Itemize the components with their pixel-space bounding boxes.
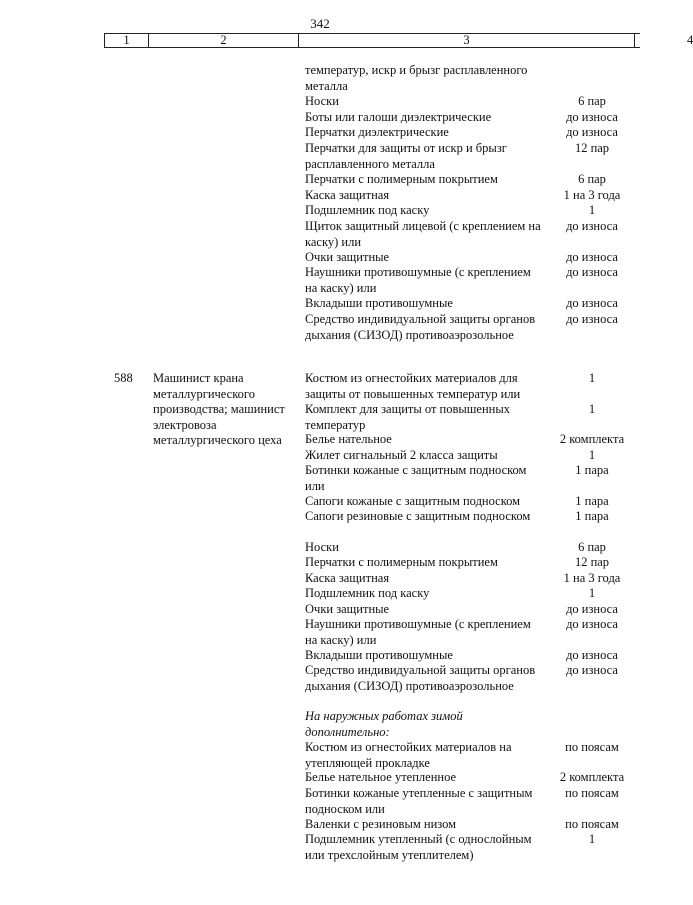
item-name: Сапоги кожаные с защитным подноском: [305, 494, 521, 508]
item-name: Средство индивидуальной защиты органов дыхания (СИЗОД) противоаэрозольное: [305, 663, 536, 693]
header-col-2: 2: [149, 34, 299, 47]
item-norm: 1 пара: [575, 509, 609, 523]
item-norm: по поясам: [565, 740, 619, 754]
item-norm: 12 пар: [574, 141, 610, 155]
item-name: Каска защитная: [305, 571, 390, 585]
item-name: Наушники противошумные (с креплением на каску) или: [305, 265, 531, 295]
item-name: Ботинки кожаные с защитным подноском или: [305, 463, 527, 493]
item-name: Очки защитные: [305, 250, 390, 264]
item-norm: 1: [588, 586, 596, 600]
item-name: Перчатки с полимерным покрытием: [305, 172, 498, 186]
table-header: [104, 33, 693, 48]
item-name: Валенки с резиновым низом: [305, 817, 457, 831]
item-norm: до износа: [566, 312, 618, 326]
item-name: Вкладыши противошумные: [305, 648, 453, 662]
item-name: Щиток защитный лицевой (с креплением на каску) или: [305, 219, 541, 249]
item-norm: 1: [588, 832, 596, 846]
item-name: Носки: [305, 540, 339, 554]
item-name: На наружных работах зимой дополнительно:: [305, 709, 463, 739]
item-norm: по поясам: [565, 786, 619, 800]
item-norm: 1 на 3 года: [563, 571, 621, 585]
page-number: 342: [310, 16, 330, 31]
item-name: Костюм из огнестойких материалов для защиты от повышенных температур или: [305, 371, 521, 401]
item-norm: 1: [588, 203, 596, 217]
item-norm: 1: [588, 448, 596, 462]
item-norm: до износа: [566, 296, 618, 310]
item-name: Белье нательное утепленное: [305, 770, 457, 784]
item-name: Подшлемник утепленный (с однослойным или трехслойным утеплителем): [305, 832, 532, 862]
item-norm: 6 пар: [578, 94, 606, 108]
item-norm: до износа: [566, 648, 618, 662]
header-col-3: 3: [299, 34, 635, 47]
item-name: Вкладыши противошумные: [305, 296, 453, 310]
item-name: Боты или галоши диэлектрические: [305, 110, 492, 124]
item-name: Перчатки для защиты от искр и брызг расплавленного металла: [305, 141, 507, 171]
item-norm: до износа: [566, 125, 618, 139]
item-name: Ботинки кожаные утепленные с защитным подноском или: [305, 786, 533, 816]
item-norm: 2 комплекта: [559, 432, 625, 446]
item-norm: 1: [588, 402, 596, 416]
item-norm: 1 пара: [575, 463, 609, 477]
header-col-4: 4: [687, 33, 693, 47]
item-norm: 1: [588, 371, 596, 385]
header-col-1: 1: [105, 34, 149, 47]
item-name: Средство индивидуальной защиты органов дыхания (СИЗОД) противоаэрозольное: [305, 312, 536, 342]
item-norm: до износа: [566, 602, 618, 616]
item-name: Комплект для защиты от повышенных температур: [305, 402, 510, 432]
item-name: Перчатки с полимерным покрытием: [305, 555, 498, 569]
entry-number: 588: [114, 371, 133, 385]
item-name: Каска защитная: [305, 188, 390, 202]
item-name: Перчатки диэлектрические: [305, 125, 449, 139]
item-name: температур, искр и брызг расплавленного металла: [305, 63, 528, 93]
item-name: Носки: [305, 94, 339, 108]
item-name: Белье нательное: [305, 432, 392, 446]
item-norm: до износа: [566, 663, 618, 677]
item-norm: до износа: [566, 265, 618, 279]
item-norm: до износа: [566, 617, 618, 631]
item-norm: до износа: [566, 219, 618, 233]
item-norm: до износа: [566, 250, 618, 264]
item-norm: 12 пар: [574, 555, 610, 569]
item-norm: до износа: [566, 110, 618, 124]
item-name: Подшлемник под каску: [305, 586, 430, 600]
item-norm: 1 пара: [575, 494, 609, 508]
item-name: Жилет сигнальный 2 класса защиты: [305, 448, 498, 462]
item-norm: 6 пар: [578, 172, 606, 186]
item-norm: 6 пар: [578, 540, 606, 554]
item-name: Наушники противошумные (с креплением на каску) или: [305, 617, 531, 647]
item-norm: по поясам: [565, 817, 619, 831]
item-name: Костюм из огнестойких материалов на утепляющей прокладке: [305, 740, 512, 770]
item-name: Сапоги резиновые с защитным подноском: [305, 509, 531, 523]
item-name: Подшлемник под каску: [305, 203, 430, 217]
entry-profession: Машинист крана металлургического производства; машинист электровоза металлургического цеха: [153, 371, 285, 448]
item-norm: 2 комплекта: [559, 770, 625, 784]
item-norm: 1 на 3 года: [563, 188, 621, 202]
item-name: Очки защитные: [305, 602, 390, 616]
